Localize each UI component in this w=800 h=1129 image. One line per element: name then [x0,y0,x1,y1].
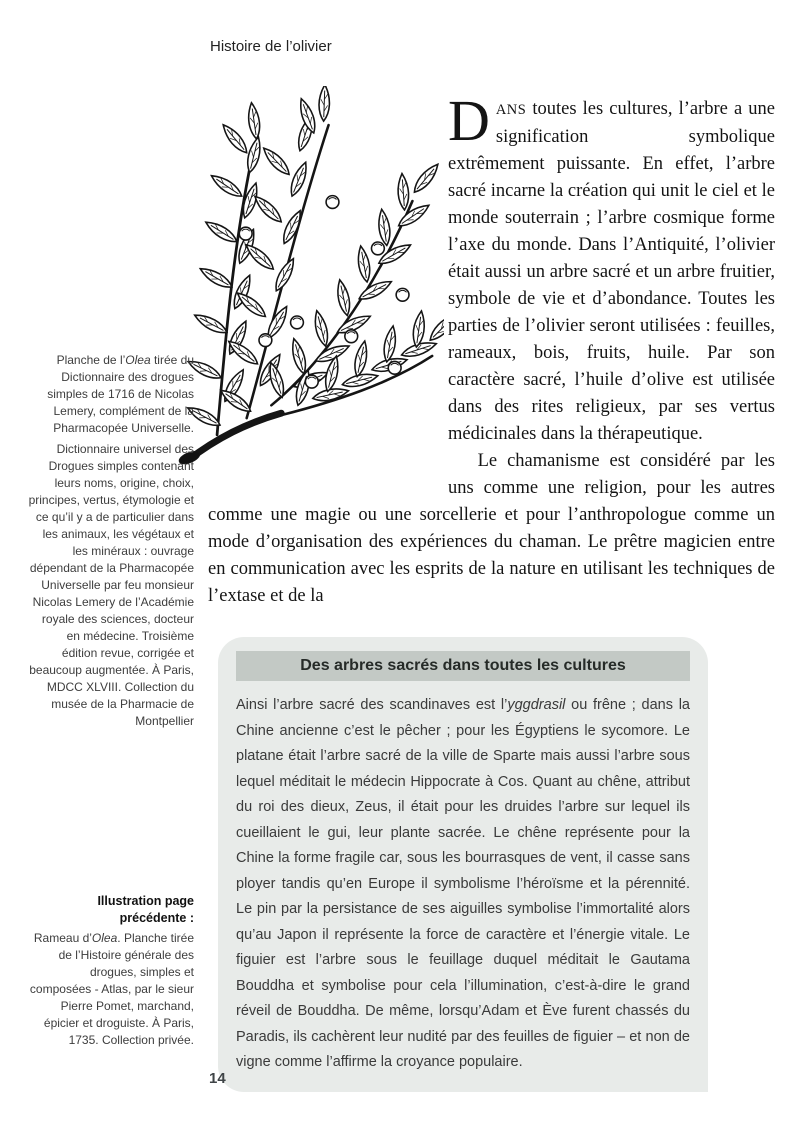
caption-title: Illustration page précédente : [97,894,194,925]
caption-illustration-precedente [28,893,194,1049]
box-text: ou frêne ; dans la Chine ancienne c’est le pêcher ; pour les Égyptiens le sycomore. Le platane était l’arbre sacré de la ville de Sparte mais aussi l’arbre sous lequel méditait le médecin Hippocrate à Cos. Quant au chêne, attribut du roi des dieux, Zeus, il était pour les druides l’arbre sur lequel ils cueillaient le gui, leur plante sacrée. Le chêne représente pour la Chine la forme fragile car, sous les bourrasques de vent, il casse sans ployer tandis qu’en Europe il symbolisme l’héroïsme et la pérennité. Le pin par la persistance de ses aiguilles symbolise l’immortalité alors qu’au Japon il représente la force de caractère et l’énergie vitale. Le figuier est l’arbre sous le feuillage duquel méditait le Gautama Bouddha et symbolise pour cela l’illumination, c’est-à-dire le grand réveil de Bouddha. De même, lorsqu’Adam et Ève furent chassés du Paradis, ils cachèrent leur nudité par des feuilles de figuier – et non de vigne comme l’affirme la croyance populaire. [236,697,690,1070]
caption-text: . Planche tirée de l’Histoire générale des drogues, simples et composées - Atlas, par le sieur Pierre Pomet, marchand, épicier et droguiste. À Paris, 1735. Collection privée. [29,931,194,1047]
caption-planche-olea [28,352,194,437]
box-text: Ainsi l’arbre sacré des scandinaves est l’ [236,697,508,713]
paragraph-intro-text: toutes les cultures, l’arbre a une signification symbolique extrêmement puissante. En effet, l’arbre sacré incarne la création qui unit le ciel et le monde souterrain ; l’arbre cosmique forme l’axe du monde. Dans l’Antiquité, l’olivier était aussi un arbre sacré et un arbre fruitier, symbole de vie et d’abondance. Toutes les parties de l’olivier seront utilisées : feuilles, rameaux, bois, fruits, huile. Par son caractère sacré, l’huile d’olive est utilisée dans des rites religieux, par ses vertus médicinales dans la thérapeutique. [448,99,775,444]
caption-text: tirée du Dictionnaire des drogues simples de 1716 de Nicolas Lemery, complément de la Pharmacopée Universelle. [47,353,194,435]
running-header: Histoire de l’olivier [210,38,332,55]
sacred-trees-box [218,637,708,1092]
caption-text: Planche de l’ [56,353,126,367]
box-italic-yggdrasil: yggdrasil [507,697,566,713]
dropcap-smallcaps: ANS [495,102,527,118]
page-number: 14 [209,1070,226,1087]
sacred-trees-box-body [236,693,690,1076]
sacred-trees-box-title: Des arbres sacrés dans toutes les cultures [236,651,690,681]
caption-italic-olea: Olea [125,353,151,367]
paragraph-chamanisme: Le chamanisme est considéré par les uns comme une religion, pour les autres comme une magie ou une sorcellerie et pour l’anthropologue comme un mode d’organisation des expériences du chaman. Le prêtre magicien entre en communication avec les esprits de la nature en utilisant les techniques de l’extase et de la [208,451,775,606]
dropcap-letter: D [448,88,490,153]
caption-italic-olea: Olea [91,931,118,945]
caption-text: Rameau d’ [33,931,92,945]
article-body [208,88,775,610]
caption-dictionnaire: Dictionnaire universel des Drogues simples contenant leurs noms, origine, choix, principes, vertus, étymologie et ce qu’il y a de particulier dans les animaux, les végétaux et les minéraux : ouvrage dépendant de la Pharmacopée Universelle par feu monsieur Nicolas Lemery de l’Académie royale des sciences, docteur en médecine. Troisième édition revue, corrigée et beaucoup augmentée. À Paris, MDCC XLVIII. Collection du musée de la Pharmacie de Montpellier [28,442,194,728]
illustration-text-wrap-spacer [208,96,448,476]
